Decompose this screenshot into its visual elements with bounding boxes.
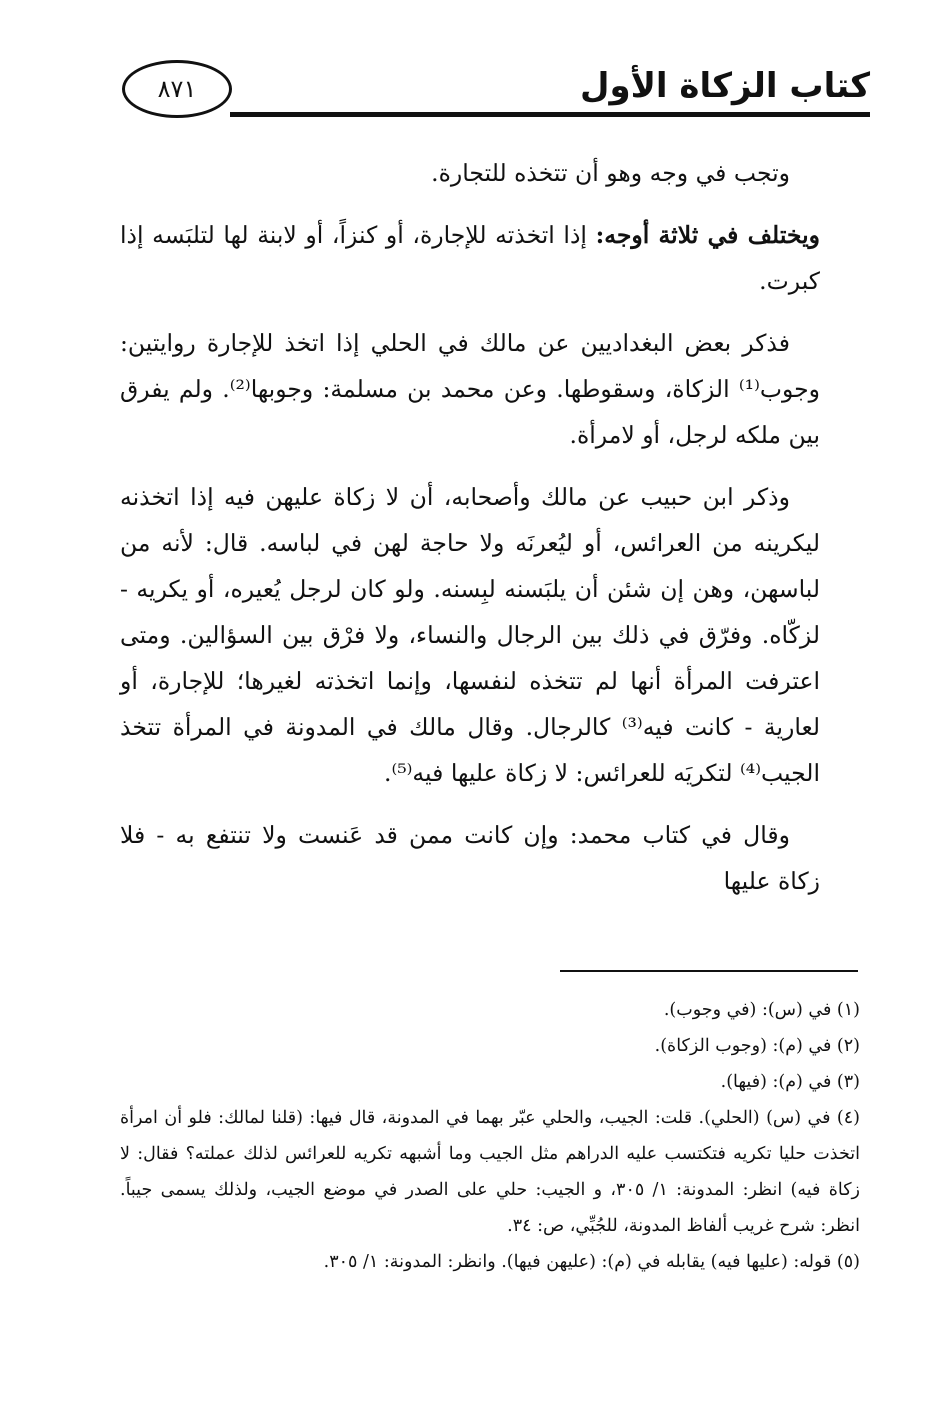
footnote-2: (٢) في (م): (وجوب الزكاة).: [654, 1036, 860, 1056]
page-header: [110, 52, 870, 132]
paragraph-2: [120, 212, 820, 304]
footnote-1: (١) في (س): (في وجوب).: [663, 1000, 860, 1020]
paragraph-2-text: إذا اتخذته للإجارة، أو كنزاً، أو لابنة لها لتلبَسه إذا كبرت.: [120, 221, 820, 295]
paragraph-2-lead: ويختلف في ثلاثة أوجه:: [595, 221, 820, 249]
footnote-4: (٤) في (س) (الحلي). قلت: الجيب، والحلي عبّر بهما في المدونة، قال فيها: (قلنا لمالك: فلو أن امرأة اتخذت حليا تكريه فتكتسب عليه الدراهم مثل الجيب وما أشبهه تكريه للعرائس لذلك عملته؟ فقال: لا زكاة فيه) انظر: المدونة: ١/ ٣٠٥، و الجيب: حلي على الصدر في موضع الجيب، ولذلك يسمى جيباً. انظر: شرح غريب ألفاظ المدونة، للجُبِّي، ص: ٣٤.: [120, 1108, 860, 1236]
main-text: [120, 150, 820, 920]
paragraph-3: فذكر بعض البغداديين عن مالك في الحلي إذا اتخذ للإجارة روايتين: وجوب⁽¹⁾ الزكاة، وسقوطها. وعن محمد بن مسلمة: وجوبها⁽²⁾. ولم يفرق بين ملكه لرجل، أو لامرأة.: [120, 329, 820, 449]
page-number-frame: [122, 60, 232, 118]
footnote-3: (٣) في (م): (فيها).: [720, 1072, 860, 1092]
book-title: كتاب الزكاة الأول: [579, 66, 870, 106]
paragraph-5: وقال في كتاب محمد: وإن كانت ممن قد عَنست ولا تنتفع به - فلا زكاة عليها: [120, 821, 820, 895]
paragraph-1: وتجب في وجه وهو أن تتخذه للتجارة.: [431, 159, 790, 187]
paragraph-4: وذكر ابن حبيب عن مالك وأصحابه، أن لا زكاة عليهن فيه إذا اتخذنه ليكرينه من العرائس، أو ليُعرنَه ولا حاجة لهن في لباسه. قال: لأنه من لباسهن، وهن إن شئن أن يلبَسنه لبِسنه. ولو كان لرجل يُعيره، أو يكريه - لزكّاه. وفرّق في ذلك بين الرجال والنساء، ولا فرْق بين السؤالين. ومتى اعترفت المرأة أنها لم تتخذه لنفسها، وإنما اتخذته لغيرها؛ للإجارة، أو لعارية - كانت فيه⁽³⁾ كالرجال. وقال مالك في المدونة في المرأة تتخذ الجيب⁽⁴⁾ لتكريَه للعرائس: لا زكاة عليها فيه⁽⁵⁾.: [120, 483, 820, 787]
footnote-separator: [560, 970, 858, 972]
footnotes: [120, 992, 860, 1280]
header-rule: [230, 112, 870, 117]
page-number: ٨٧١: [157, 75, 197, 103]
footnote-5: (٥) قوله: (عليها فيه) يقابله في (م): (عليهن فيها). وانظر: المدونة: ١/ ٣٠٥.: [323, 1252, 860, 1272]
